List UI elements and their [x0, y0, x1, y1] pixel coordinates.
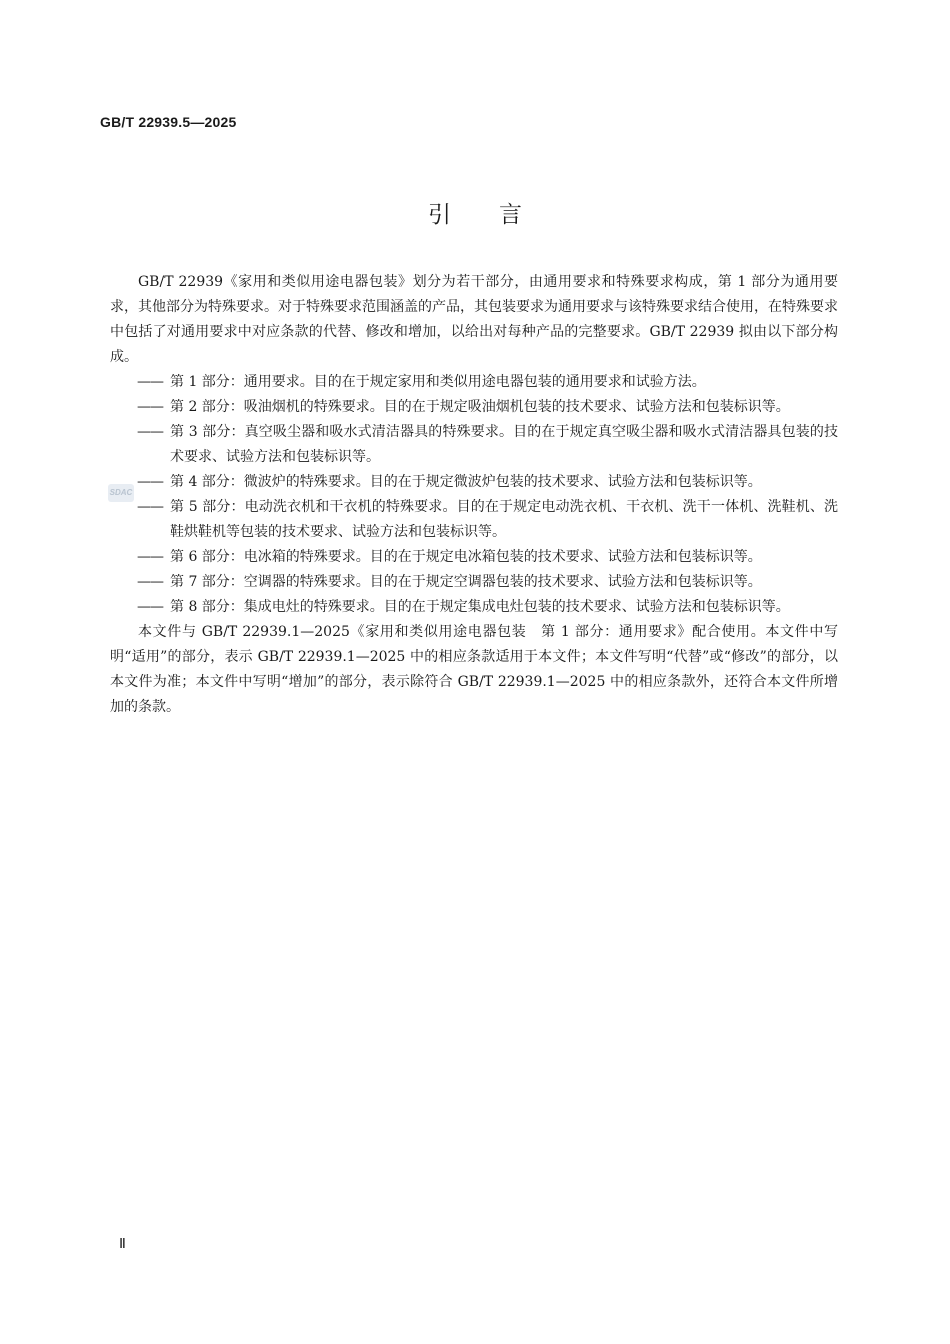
list-item-text: 第 7 部分：空调器的特殊要求。目的在于规定空调器包装的技术要求、试验方法和包装标识等。: [170, 574, 762, 590]
list-dash: ——: [137, 399, 163, 415]
list-dash: ——: [137, 599, 163, 615]
watermark-logo: SDAC: [108, 484, 134, 502]
list-dash: ——: [137, 499, 163, 515]
list-dash: ——: [137, 574, 163, 590]
list-dash: ——: [137, 424, 163, 440]
list-item: [110, 470, 838, 495]
list-item: [110, 545, 838, 570]
closing-paragraph: 本文件与 GB/T 22939.1—2025《家用和类似用途电器包装 第 1 部分：通用要求》配合使用。本文件中写明“适用”的部分，表示 GB/T 22939.1—2025 中的相应条款适用于本文件；本文件写明“代替”或“修改”的部分，以本文件为准；本文件中写明“增加”的部分，表示除符合 GB/T 22939.1—2025 中的相应条款外，还符合本文件所增加的条款。: [110, 624, 838, 715]
list-item: [110, 595, 838, 620]
page-title: 引言: [428, 202, 570, 228]
list-dash: ——: [137, 374, 163, 390]
list-item: [110, 570, 838, 595]
parts-list: [110, 370, 838, 620]
list-item-text: 第 5 部分：电动洗衣机和干衣机的特殊要求。目的在于规定电动洗衣机、干衣机、洗干一体机、洗鞋机、洗鞋烘鞋机等包装的技术要求、试验方法和包装标识等。: [170, 499, 838, 540]
standard-code: GB/T 22939.5—2025: [100, 114, 237, 130]
list-item: [110, 395, 838, 420]
intro-paragraph: GB/T 22939《家用和类似用途电器包装》划分为若干部分，由通用要求和特殊要求构成，第 1 部分为通用要求，其他部分为特殊要求。对于特殊要求范围涵盖的产品，其包装要求为通用要求与该特殊要求结合使用，在特殊要求中包括了对通用要求中对应条款的代替、修改和增加，以给出对每种产品的完整要求。GB/T 22939 拟由以下部分构成。: [110, 274, 838, 365]
list-item-text: 第 2 部分：吸油烟机的特殊要求。目的在于规定吸油烟机包装的技术要求、试验方法和包装标识等。: [170, 399, 790, 415]
list-item-text: 第 8 部分：集成电灶的特殊要求。目的在于规定集成电灶包装的技术要求、试验方法和包装标识等。: [170, 599, 790, 615]
list-item: [110, 420, 838, 470]
list-item-text: 第 3 部分：真空吸尘器和吸水式清洁器具的特殊要求。目的在于规定真空吸尘器和吸水式清洁器具包装的技术要求、试验方法和包装标识等。: [170, 424, 838, 465]
page-number: Ⅱ: [119, 1237, 126, 1252]
list-dash: ——: [137, 549, 163, 565]
list-item-text: 第 4 部分：微波炉的特殊要求。目的在于规定微波炉包装的技术要求、试验方法和包装标识等。: [170, 474, 762, 490]
list-item: [110, 370, 838, 395]
document-body: [110, 270, 838, 720]
list-item: [110, 495, 838, 545]
list-item-text: 第 1 部分：通用要求。目的在于规定家用和类似用途电器包装的通用要求和试验方法。: [170, 374, 706, 390]
list-item-text: 第 6 部分：电冰箱的特殊要求。目的在于规定电冰箱包装的技术要求、试验方法和包装标识等。: [170, 549, 762, 565]
list-dash: ——: [137, 474, 163, 490]
